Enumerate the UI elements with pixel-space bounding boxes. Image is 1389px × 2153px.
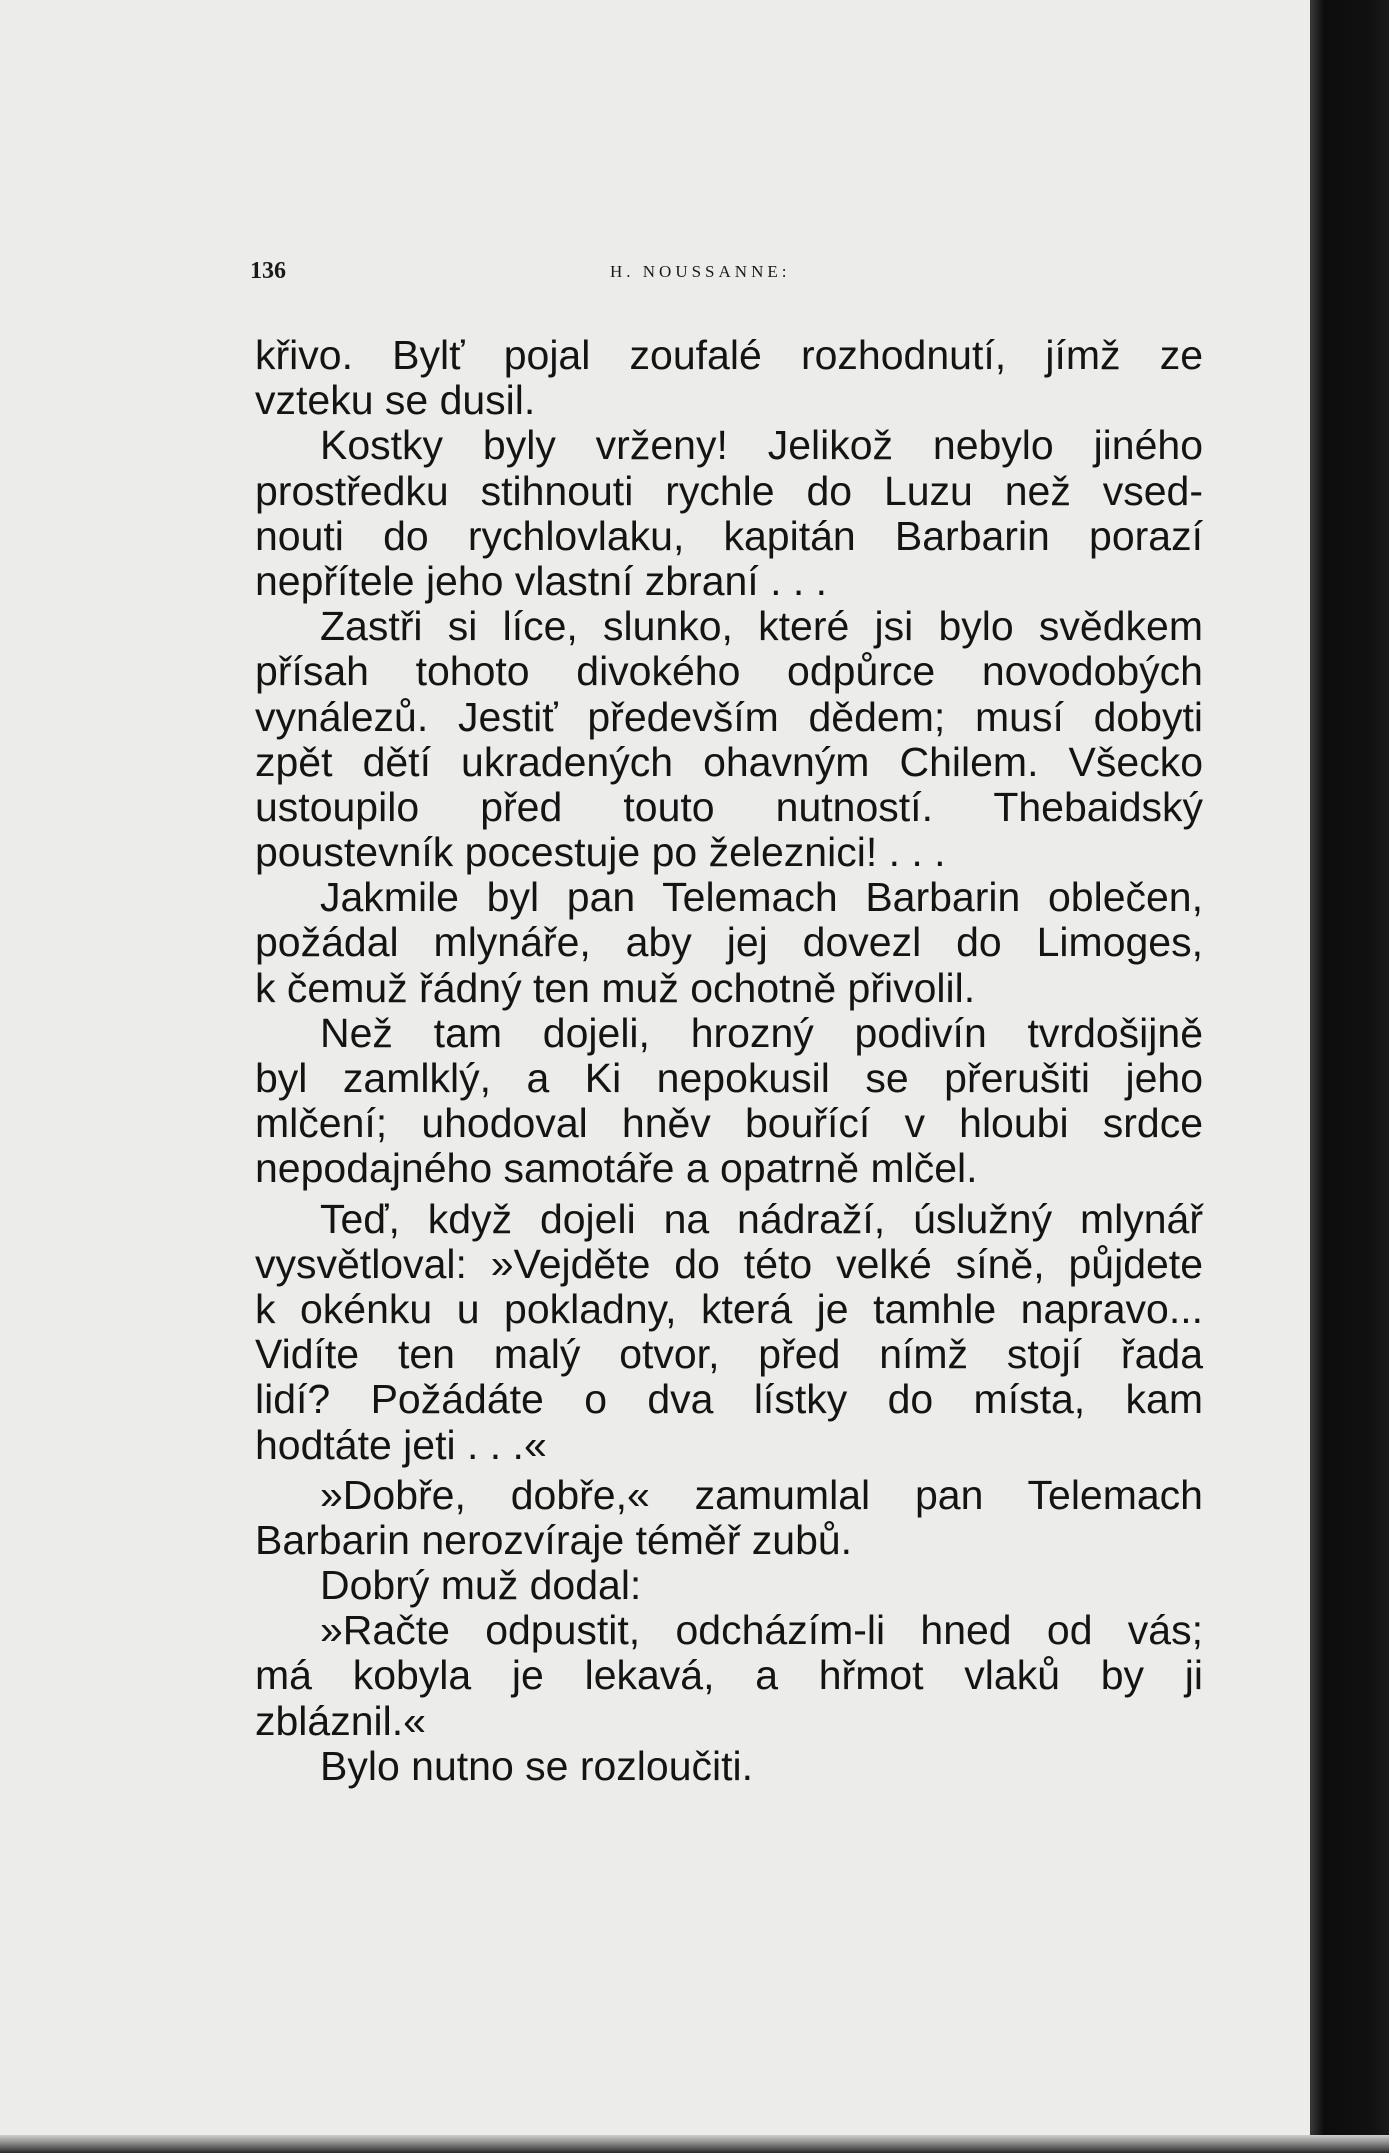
scan-edge-bottom — [0, 2135, 1389, 2153]
text-line: nouti do rychlovlaku, kapitán Barbarin porazí — [255, 512, 1203, 559]
body-text — [255, 333, 1203, 1789]
text-line: požádal mlynáře, aby jej dovezl do Limoges, — [255, 919, 1203, 966]
text-line: Kostky byly vrženy! Jelikož nebylo jiného — [320, 422, 1203, 469]
scan-edge-right — [1310, 0, 1389, 2153]
text-line: vysvětloval: »Vejděte do této velké síně, půjdete — [255, 1240, 1203, 1287]
text-line: k okénku u pokladny, která je tamhle napravo... — [255, 1285, 1203, 1332]
text-line: zbláznil.« — [255, 1697, 426, 1744]
text-line: hodtáte jeti . . .« — [255, 1421, 547, 1468]
text-line: nepřítele jeho vlastní zbraní . . . — [255, 557, 828, 604]
page-header — [250, 258, 1200, 288]
text-line: Zastři si líce, slunko, které jsi bylo svědkem — [320, 603, 1203, 650]
text-line: ustoupilo před touto nutností. Thebaidský — [255, 783, 1203, 830]
text-line: vzteku se dusil. — [255, 377, 536, 424]
text-line: poustevník pocestuje po železnici! . . . — [255, 829, 946, 876]
text-line: lidí? Požádáte o dva lístky do místa, kam — [255, 1376, 1203, 1423]
text-line: prostředku stihnouti rychle do Luzu než vsed- — [255, 467, 1203, 514]
text-line: křivo. Bylť pojal zoufalé rozhodnutí, jímž ze — [255, 332, 1203, 378]
text-line: Vidíte ten malý otvor, před nímž stojí řada — [255, 1331, 1203, 1378]
text-line: má kobyla je lekavá, a hřmot vlaků by ji — [255, 1652, 1203, 1699]
text-line: přísah tohoto divokého odpůrce novodobých — [255, 648, 1203, 695]
text-line: »Račte odpustit, odcházím-li hned od vás; — [320, 1607, 1203, 1654]
running-head: H. NOUSSANNE: — [610, 262, 791, 281]
text-line: byl zamlklý, a Ki nepokusil se přerušiti jeho — [255, 1055, 1203, 1101]
text-line: zpět dětí ukradených ohavným Chilem. Všecko — [255, 738, 1203, 785]
text-line: k čemuž řádný ten muž ochotně přivolil. — [255, 964, 976, 1011]
text-line: mlčení; uhodoval hněv bouřící v hloubi srdce — [255, 1100, 1203, 1147]
text-line: »Dobře, dobře,« zamumlal pan Telemach — [320, 1471, 1203, 1518]
text-line: Než tam dojeli, hrozný podivín tvrdošijně — [320, 1009, 1203, 1056]
page-number: 136 — [250, 258, 286, 284]
text-line: Bylo nutno se rozloučiti. — [320, 1742, 754, 1789]
text-line: Dobrý muž dodal: — [320, 1562, 642, 1609]
text-line: Barbarin nerozvíraje téměř zubů. — [255, 1516, 853, 1563]
text-line: nepodajného samotáře a opatrně mlčel. — [255, 1145, 978, 1192]
text-line: Teď, když dojeli na nádraží, úslužný mlynář — [320, 1195, 1203, 1242]
text-line: vynálezů. Jestiť především dědem; musí dobyti — [255, 693, 1203, 740]
text-line: Jakmile byl pan Telemach Barbarin oblečen, — [320, 874, 1203, 921]
